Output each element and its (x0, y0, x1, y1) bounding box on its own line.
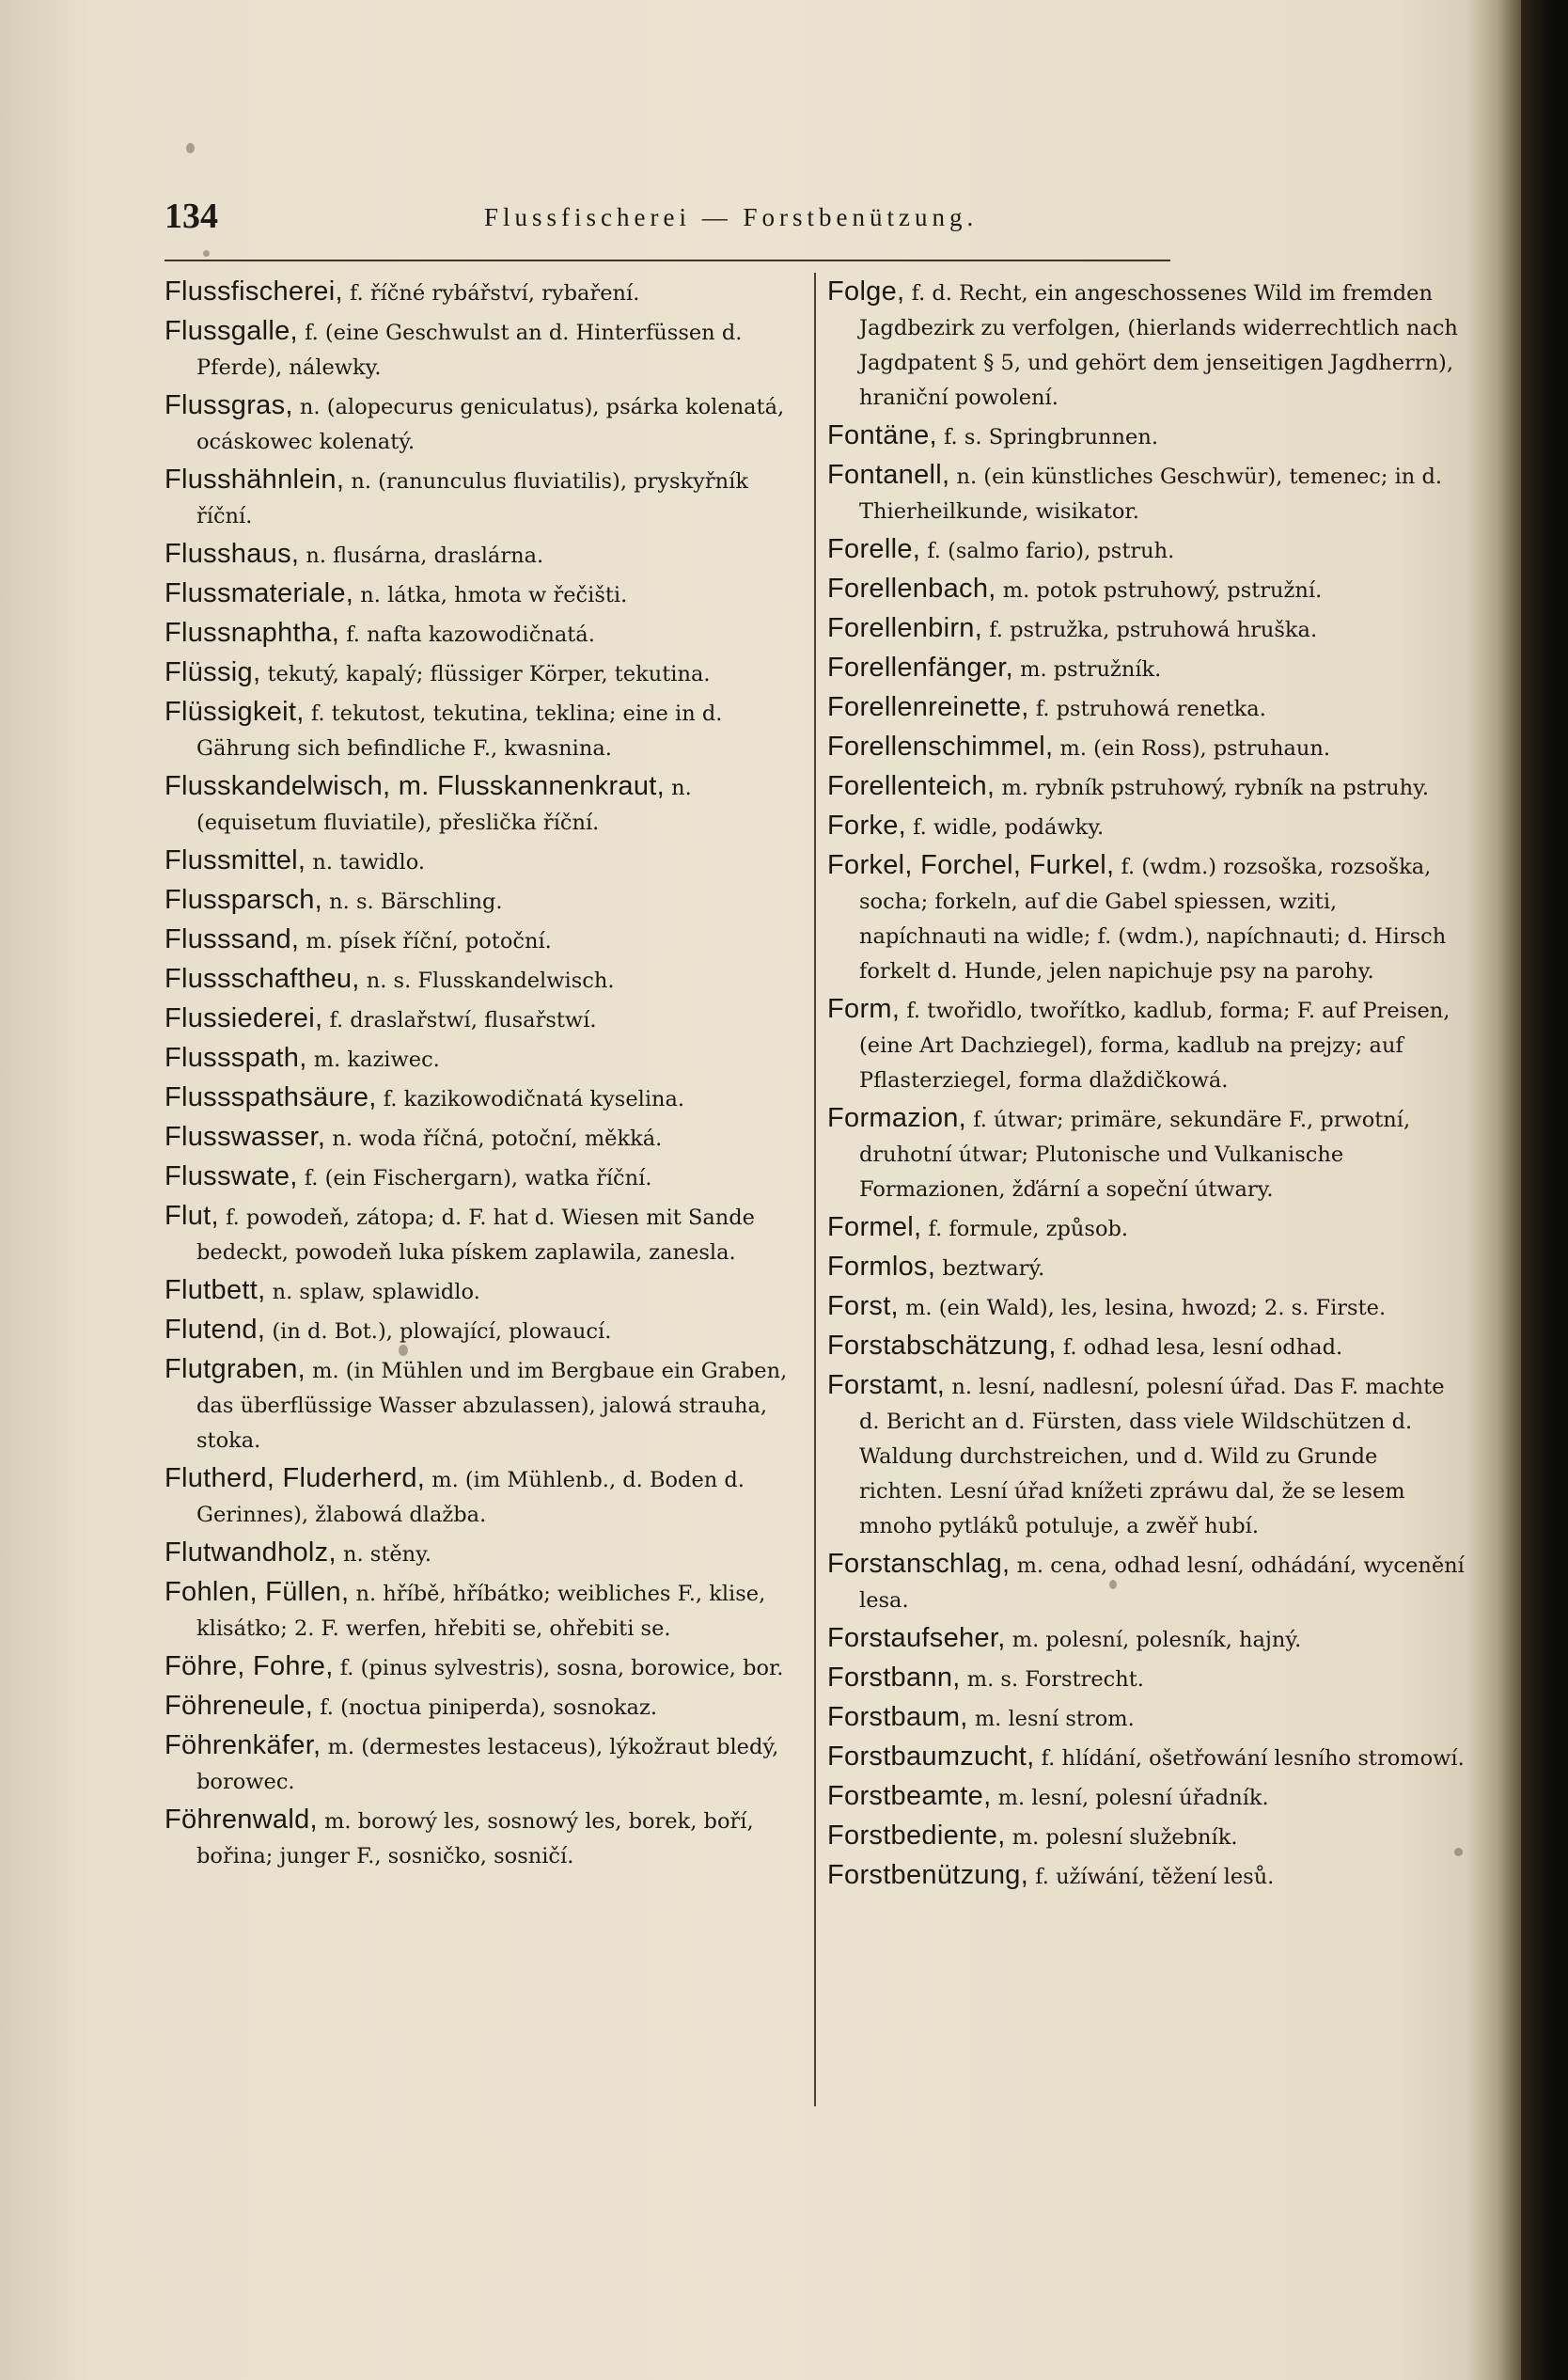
paper-speck (1109, 1580, 1117, 1589)
entry-headword: Flusskandelwisch, m. Flusskannenkraut, (165, 771, 665, 801)
right-column (827, 275, 1466, 1898)
entry-definition: f. užíwání, těžení lesů. (1035, 1865, 1275, 1889)
entry-definition: m. (dermestes lestaceus), lýkožraut bledý, borowec. (196, 1735, 779, 1794)
entry-definition: m. polesní služebník. (1011, 1825, 1238, 1850)
dictionary-entry (165, 922, 799, 959)
dictionary-entry (827, 1661, 1466, 1697)
entry-definition: f. (noctua piniperda), sosnokaz. (320, 1695, 657, 1720)
dictionary-entry (827, 532, 1466, 569)
entry-headword: Fontäne, (827, 420, 937, 450)
paper-speck (203, 250, 210, 257)
running-head: Flussfischerei — Forstbenützung. (484, 203, 979, 231)
entry-definition: n. látka, hmota w řečišti. (360, 583, 628, 607)
entry-definition: n. flusárna, draslárna. (306, 544, 544, 568)
entry-headword: Föhre, Fohre, (165, 1651, 334, 1681)
page-header (165, 196, 1170, 244)
entry-definition: n. s. Flusskandelwisch. (366, 969, 615, 993)
entry-definition: m. (ein Wald), les, lesina, hwozd; 2. s. Firste. (905, 1296, 1387, 1320)
dictionary-entry (827, 809, 1466, 845)
entry-definition: n. (alopecurus geniculatus), psárka kolenatá, ocáskowec kolenatý. (196, 395, 785, 454)
entry-definition: (in d. Bot.), plowající, plowaucí. (272, 1319, 612, 1344)
dictionary-entry (827, 1858, 1466, 1895)
page-number: 134 (165, 197, 218, 236)
entry-definition: f. odhad lesa, lesní odhad. (1062, 1335, 1343, 1360)
dictionary-entry (827, 458, 1466, 529)
entry-headword: Fontanell, (827, 460, 950, 490)
entry-headword: Flutherd, Fluderherd, (165, 1463, 426, 1493)
entry-headword: Flusssand, (165, 924, 300, 954)
dictionary-entry (827, 1250, 1466, 1286)
entry-definition: m. borowý les, sosnowý les, borek, boří, bořina; junger F., sosničko, sosničí. (196, 1809, 754, 1868)
dictionary-entry (827, 1621, 1466, 1658)
entry-definition: m. lesní strom. (974, 1707, 1135, 1731)
dictionary-entry (165, 463, 799, 534)
entry-definition: f. (ein Fischergarn), watka říční. (304, 1166, 652, 1190)
dictionary-entry (165, 576, 799, 613)
dictionary-entry (827, 1819, 1466, 1855)
dictionary-entry (827, 1101, 1466, 1207)
entry-definition: m. (im Mühlenb., d. Boden d. Gerinnes), žlabowá dlažba. (196, 1468, 745, 1527)
entry-definition: n. splaw, splawidlo. (272, 1280, 480, 1304)
entry-definition: f. twořidlo, twořítko, kadlub, forma; F. auf Preisen, (eine Art Dachziegel), forma, kadlub na prejzy; auf Pflasterziegel, forma dlaždičkowá. (859, 999, 1450, 1093)
dictionary-entry (827, 1329, 1466, 1365)
paper-speck (1454, 1848, 1463, 1856)
entry-definition: f. pstružka, pstruhowá hruška. (989, 618, 1318, 642)
entry-headword: Forst, (827, 1291, 899, 1321)
entry-headword: Formel, (827, 1212, 922, 1242)
entry-headword: Flussiederei, (165, 1003, 323, 1033)
dictionary-entry (165, 1803, 799, 1874)
entry-definition: f. (pinus sylvestris), sosna, borowice, bor. (339, 1656, 784, 1680)
entry-headword: Forke, (827, 811, 906, 841)
entry-definition: f. (eine Geschwulst an d. Hinterfüssen d. Pferde), nálewky. (196, 321, 743, 380)
entry-definition: f. nafta kazowodičnatá. (346, 623, 595, 647)
dictionary-entry (165, 1041, 799, 1078)
dictionary-entry (165, 1649, 799, 1686)
entry-definition: f. kazikowodičnatá kyselina. (383, 1087, 685, 1111)
dictionary-entry (165, 1461, 799, 1533)
entry-definition: f. (salmo fario), pstruh. (927, 539, 1175, 563)
dictionary-entry (165, 275, 799, 311)
entry-headword: Flutgraben, (165, 1354, 306, 1384)
entry-definition: f. říčné rybářství, rybaření. (349, 281, 640, 306)
header-rule (165, 260, 1170, 261)
entry-definition: f. (wdm.) rozsoška, rozsoška, socha; forkeln, auf die Gabel spiessen, wziti, napíchnauti na widle; f. (wdm.), napíchnauti; d. Hirsch forkelt d. Hunde, jelen napichuje psy na parohy. (859, 855, 1447, 984)
entry-headword: Forstabschätzung, (827, 1331, 1057, 1361)
dictionary-entry (165, 1273, 799, 1310)
dictionary-entry (165, 1120, 799, 1157)
dictionary-entry (165, 1313, 799, 1349)
entry-headword: Forstbaum, (827, 1702, 968, 1732)
entry-definition: f. tekutost, tekutina, teklina; eine in d. Gährung sich befindliche F., kwasnina. (196, 701, 723, 761)
entry-headword: Form, (827, 994, 901, 1024)
dictionary-entry (165, 1199, 799, 1270)
entry-headword: Flusswate, (165, 1161, 298, 1191)
entry-headword: Folge, (827, 276, 905, 307)
entry-definition: n. stěny. (342, 1542, 432, 1567)
entry-headword: Flussparsch, (165, 885, 322, 915)
entry-definition: f. draslařstwí, flusařstwí. (329, 1008, 597, 1032)
entry-headword: Flutwandholz, (165, 1537, 337, 1568)
entry-definition: n. s. Bärschling. (329, 890, 503, 914)
column-divider (814, 273, 816, 2106)
entry-headword: Flutbett, (165, 1275, 266, 1305)
dictionary-entry (827, 1700, 1466, 1737)
dictionary-entry (165, 616, 799, 653)
entry-definition: m. rybník pstruhowý, rybník na pstruhy. (1001, 776, 1430, 800)
entry-definition: n. lesní, nadlesní, polesní úřad. Das F. machte d. Bericht an d. Fürsten, dass viele Wildschützen d. Waldung durchstreichen, und d. Wild zu Grunde richten. Lesní úřad knížeti zpráwu dal, že se lesem mnoho pytláků potuluje, a zwěř hubí. (859, 1375, 1445, 1538)
entry-headword: Forellenschimmel, (827, 732, 1054, 762)
dictionary-entry (827, 418, 1466, 455)
dictionary-entry (165, 1080, 799, 1117)
entry-definition: f. powodeň, zátopa; d. F. hat d. Wiesen mit Sande bedeckt, powodeň luka pískem zaplawila, zanesla. (196, 1206, 756, 1265)
dictionary-entry (827, 1289, 1466, 1326)
entry-headword: Forellenreinette, (827, 692, 1029, 722)
dictionary-entry (165, 537, 799, 574)
entry-definition: m. písek říční, potoční. (306, 929, 552, 954)
entry-definition: f. widle, podáwky. (913, 815, 1105, 840)
entry-headword: Flussgras, (165, 390, 293, 420)
entry-headword: Fohlen, Füllen, (165, 1577, 350, 1607)
entry-headword: Flussfischerei, (165, 276, 343, 307)
entry-definition: n. (equisetum fluviatile), přeslička říční. (196, 776, 692, 835)
entry-headword: Forstaufseher, (827, 1623, 1006, 1653)
entry-headword: Forellenbirn, (827, 613, 983, 643)
entry-definition: n. tawidlo. (312, 850, 425, 875)
dictionary-entry (165, 1159, 799, 1196)
entry-headword: Flüssigkeit, (165, 697, 305, 727)
entry-headword: Flussmateriale, (165, 578, 354, 608)
dictionary-entry (827, 572, 1466, 608)
entry-headword: Forstbaumzucht, (827, 1742, 1035, 1772)
entry-headword: Forellenbach, (827, 574, 996, 604)
entry-headword: Flusshähnlein, (165, 465, 345, 495)
dictionary-entry (827, 1210, 1466, 1247)
entry-headword: Forstbeamte, (827, 1781, 992, 1811)
entry-definition: n. hříbě, hříbátko; weibliches F., klise, klisátko; 2. F. werfen, hřebiti se, ohřebiti se. (196, 1582, 766, 1641)
paper-speck (186, 143, 195, 153)
entry-headword: Flusswasser, (165, 1122, 326, 1152)
entry-definition: f. pstruhowá renetka. (1035, 697, 1266, 721)
dictionary-entry (165, 1352, 799, 1458)
dictionary-entry (827, 611, 1466, 648)
entry-definition: n. (ein künstliches Geschwür), temenec; in d. Thierheilkunde, wisikator. (859, 465, 1443, 524)
entry-headword: Forellenfänger, (827, 653, 1013, 683)
entry-definition: f. formule, způsob. (928, 1217, 1129, 1241)
entry-headword: Föhrenkäfer, (165, 1730, 321, 1760)
dictionary-entry (827, 992, 1466, 1098)
entry-definition: f. hlídání, ošetřowání lesního stromowí. (1041, 1746, 1465, 1771)
dictionary-entry (165, 1575, 799, 1647)
entry-definition: m. kaziwec. (313, 1048, 440, 1072)
entry-definition: m. lesní, polesní úřadník. (997, 1786, 1269, 1810)
entry-definition: beztwarý. (942, 1256, 1045, 1281)
entry-headword: Forstbann, (827, 1663, 961, 1693)
entry-headword: Forstbenützung, (827, 1860, 1029, 1890)
entry-definition: f. útwar; primäre, sekundäre F., prwotní, druhotní útwar; Plutonische und Vulkanische Formazionen, žďární a sopeční útwary. (859, 1108, 1411, 1202)
paper-speck (399, 1345, 408, 1356)
dictionary-entry (827, 1740, 1466, 1776)
entry-headword: Forstamt, (827, 1370, 946, 1400)
entry-headword: Forelle, (827, 534, 921, 564)
dictionary-entry (827, 651, 1466, 687)
entry-headword: Flussspathsäure, (165, 1082, 377, 1112)
entry-headword: Flüssig, (165, 657, 261, 687)
entry-headword: Flussschaftheu, (165, 964, 360, 994)
entry-headword: Formlos, (827, 1252, 936, 1282)
entry-definition: m. s. Forstrecht. (966, 1667, 1144, 1692)
left-column (165, 275, 799, 1877)
dictionary-entry (165, 314, 799, 386)
entry-headword: Flussnaphtha, (165, 618, 340, 648)
entry-headword: Flussgalle, (165, 316, 298, 346)
dictionary-entry (827, 1779, 1466, 1816)
entry-headword: Forkel, Forchel, Furkel, (827, 850, 1115, 880)
dictionary-entry (827, 848, 1466, 989)
entry-definition: f. d. Recht, ein angeschossenes Wild im fremden Jagdbezirk zu verfolgen, (hierlands widerrechtlich nach Jagdpatent § 5, und gehört dem jenseitigen Jagdherrn), hraniční powolení. (859, 281, 1458, 410)
entry-definition: f. s. Springbrunnen. (944, 425, 1158, 449)
entry-definition: n. (ranunculus fluviatilis), pryskyřník říční. (196, 469, 748, 528)
scan-dark-edge (1521, 0, 1568, 2380)
entry-headword: Forellenteich, (827, 771, 996, 801)
dictionary-entry (165, 388, 799, 460)
dictionary-entry (165, 769, 799, 841)
dictionary-entry (165, 1689, 799, 1726)
entry-definition: m. (ein Ross), pstruhaun. (1059, 736, 1331, 761)
entry-headword: Föhreneule, (165, 1691, 314, 1721)
dictionary-entry (827, 730, 1466, 766)
dictionary-entry (827, 769, 1466, 806)
dictionary-entry (165, 695, 799, 766)
entry-definition: m. cena, odhad lesní, odhádání, wycenění lesa. (859, 1553, 1465, 1613)
entry-headword: Forstbediente, (827, 1820, 1006, 1851)
entry-definition: tekutý, kapalý; flüssiger Körper, tekutina. (267, 662, 711, 686)
dictionary-entry (165, 843, 799, 880)
entry-headword: Forstanschlag, (827, 1549, 1011, 1579)
entry-headword: Flutend, (165, 1315, 266, 1345)
entry-definition: n. woda říčná, potoční, měkká. (332, 1127, 663, 1151)
entry-headword: Flusshaus, (165, 539, 300, 569)
entry-headword: Flussspath, (165, 1043, 307, 1073)
dictionary-entry (165, 655, 799, 692)
entry-definition: m. polesní, polesník, hajný. (1011, 1628, 1302, 1652)
entry-definition: m. (in Mühlen und im Bergbaue ein Graben, das überflüssige Wasser abzulassen), jalowá strauha, stoka. (196, 1359, 788, 1453)
page-binding-shadow (1466, 0, 1521, 2380)
dictionary-entry (165, 1001, 799, 1038)
dictionary-entry (165, 1728, 799, 1800)
entry-headword: Formazion, (827, 1103, 967, 1133)
dictionary-entry (827, 1547, 1466, 1618)
dictionary-entry (165, 883, 799, 920)
entry-headword: Flut, (165, 1201, 219, 1231)
dictionary-entry (827, 690, 1466, 727)
entry-headword: Föhrenwald, (165, 1805, 318, 1835)
dictionary-entry (827, 1368, 1466, 1544)
dictionary-entry (165, 1536, 799, 1572)
entry-definition: m. potok pstruhowý, pstružní. (1002, 578, 1323, 603)
entry-definition: m. pstružník. (1020, 657, 1162, 682)
dictionary-entry (165, 962, 799, 999)
entry-headword: Flussmittel, (165, 845, 306, 875)
dictionary-entry (827, 275, 1466, 416)
